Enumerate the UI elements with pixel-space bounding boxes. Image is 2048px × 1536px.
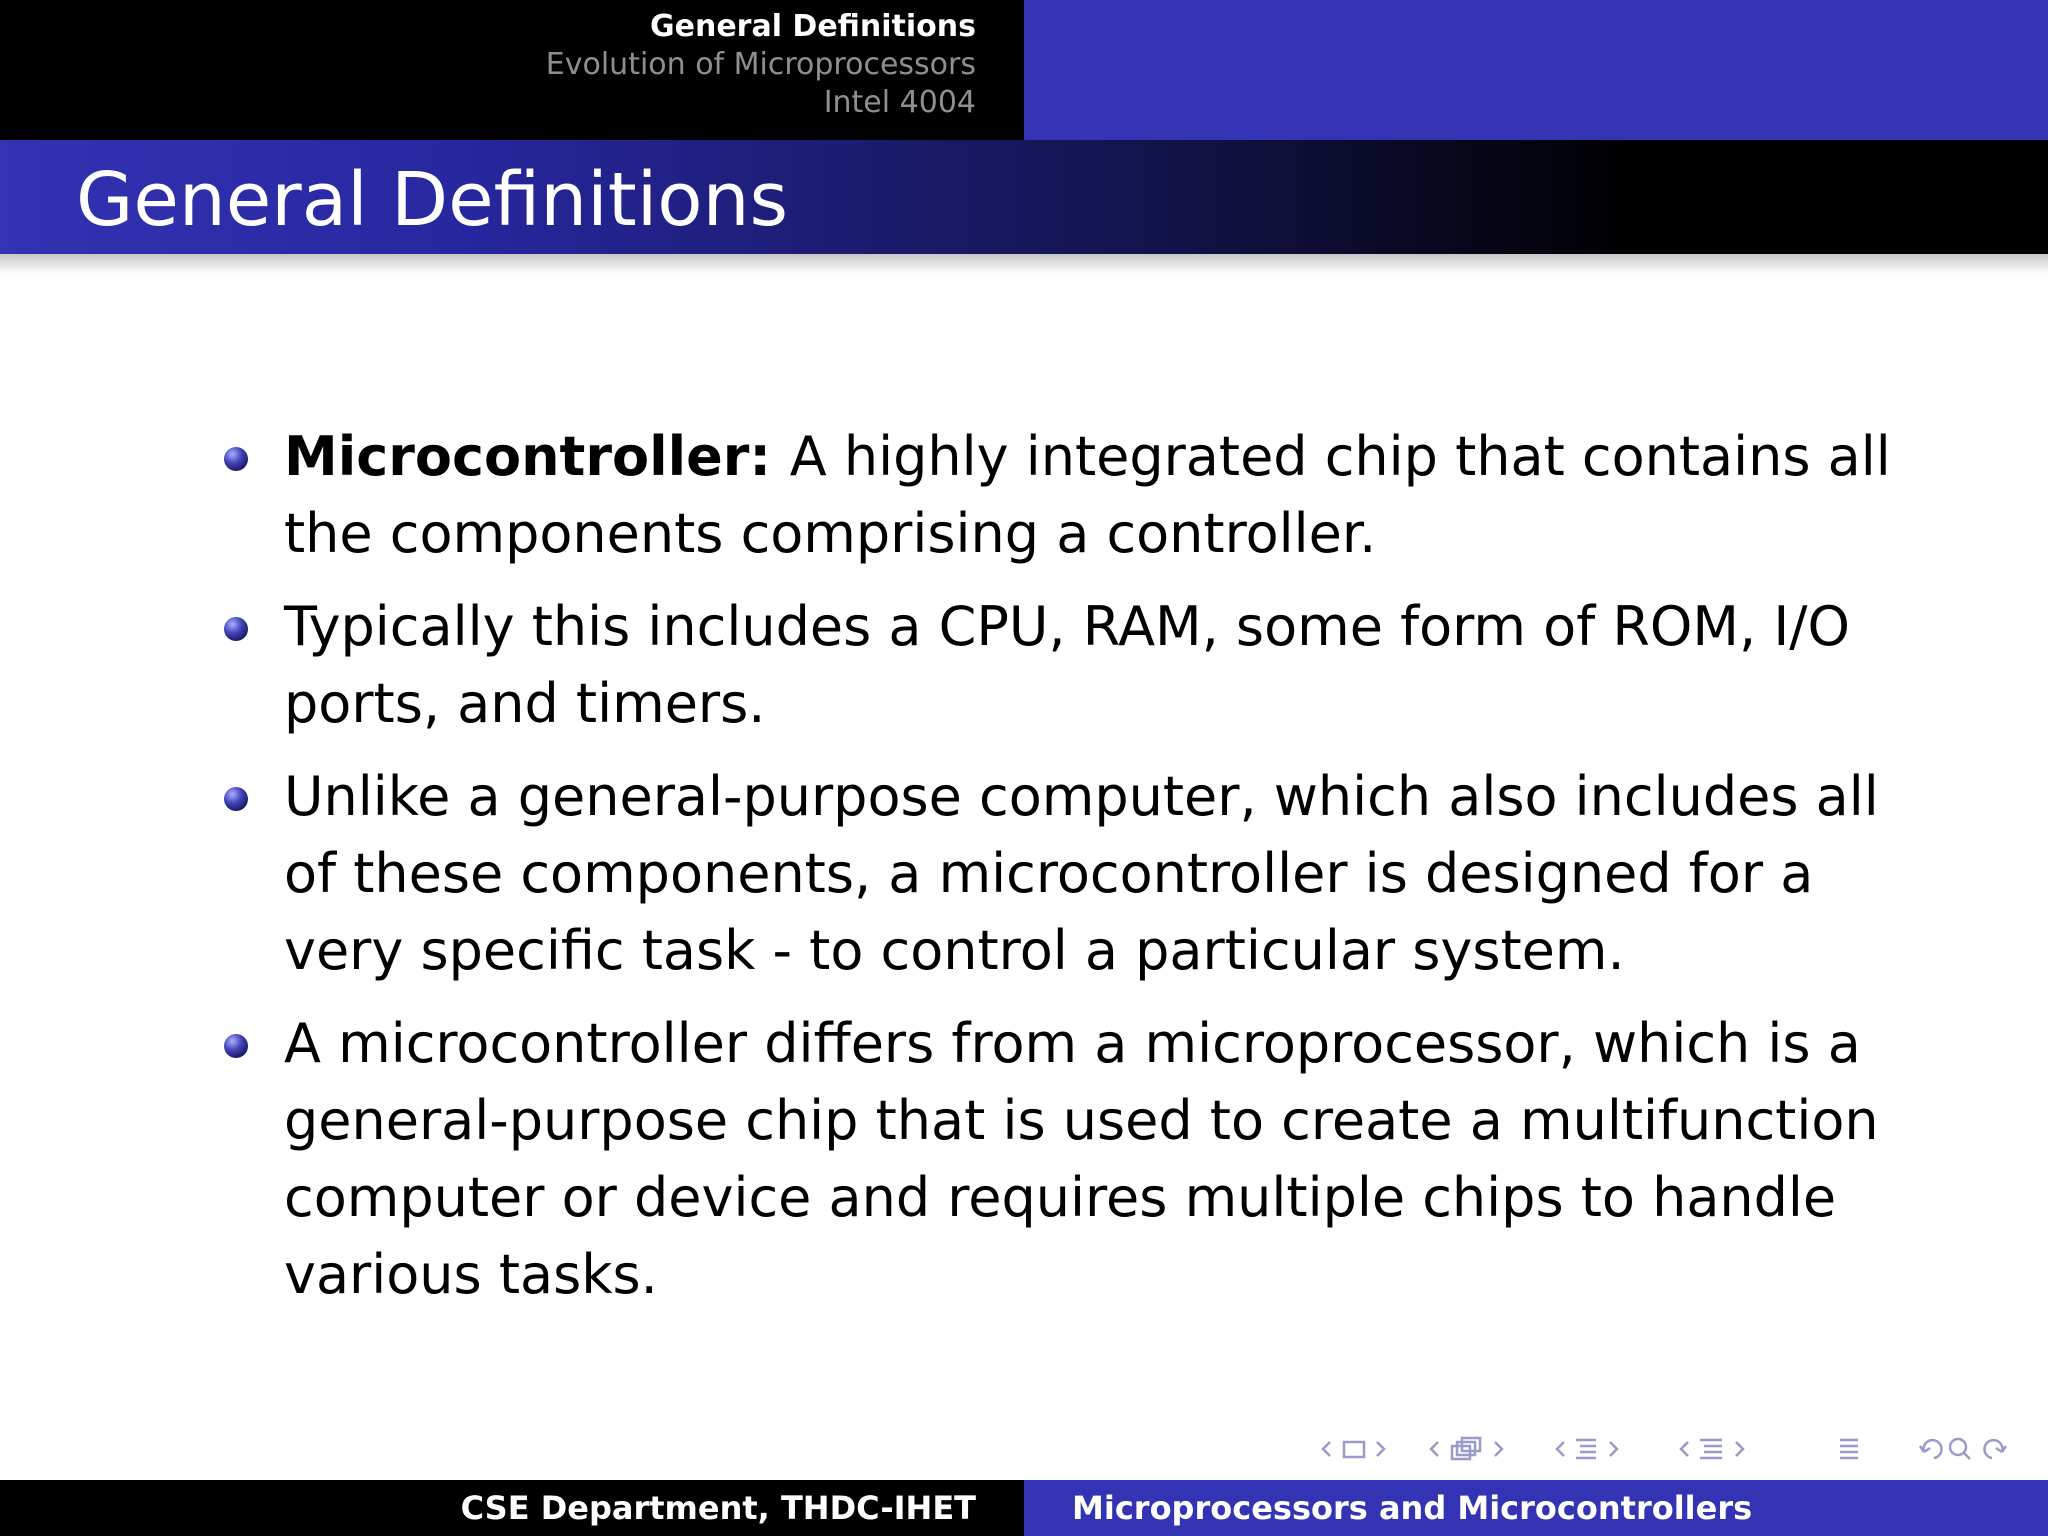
toc-icon[interactable] [1840,1440,1858,1458]
bullet-icon [224,447,248,471]
bullet-item [222,1005,1902,1313]
prev-slide-icon[interactable] [1681,1442,1688,1456]
next-frame-icon[interactable] [1377,1442,1384,1456]
prev-frame-icon[interactable] [1323,1442,1330,1456]
section-navigation [546,8,976,122]
footer-title: Microprocessors and Microcontrollers [1072,1489,1753,1527]
navigation-symbols [1310,1432,2030,1466]
header-nav-left [0,0,1024,140]
nav-section-general-definitions[interactable]: General Definitions [649,9,976,44]
footer-right [1024,1480,2048,1536]
next-subsection-icon[interactable] [1495,1442,1502,1456]
prev-section-icon[interactable] [1557,1442,1564,1456]
navigation-symbols-svg [1310,1432,2030,1466]
section-icon[interactable] [1576,1440,1596,1458]
bullet-text: A highly integrated chip that contains all the components comprising a controller. [284,425,1891,565]
footer-author: CSE Department, THDC-IHET [460,1489,976,1527]
frame-title: General Definitions [76,157,789,243]
nav-section-evolution[interactable]: Evolution of Microprocessors [545,47,976,82]
header-nav-right [1024,0,2048,140]
bullet-icon [224,617,248,641]
next-section-icon[interactable] [1610,1442,1617,1456]
bullet-term: Microcontroller: [284,425,790,488]
search-icon[interactable] [1950,1439,1970,1459]
prev-subsection-icon[interactable] [1431,1442,1438,1456]
forward-icon[interactable] [1984,1440,2006,1458]
slide-icon[interactable] [1700,1440,1722,1458]
bullet-text: Typically this includes a CPU, RAM, some form of ROM, I/O ports, and timers. [284,595,1850,735]
title-bar-shadow [0,254,2048,274]
back-icon[interactable] [1920,1440,1942,1458]
bullet-icon [224,1034,248,1058]
bullet-item [222,588,1902,742]
bullet-text: A microcontroller differs from a microprocessor, which is a general-purpose chip that is used to create a multifunction computer or device and requires multiple chips to handle various tasks. [284,1012,1879,1306]
bullet-icon [224,787,248,811]
next-slide-icon[interactable] [1736,1442,1743,1456]
bullet-item [222,418,1902,572]
bullet-item [222,758,1902,989]
nav-section-intel-4004[interactable]: Intel 4004 [823,85,976,120]
bullet-text: Unlike a general-purpose computer, which also includes all of these components, a microcontroller is designed for a very specific task - to control a particular system. [284,765,1879,982]
bullet-list [222,418,1902,1329]
subsection-icon[interactable] [1452,1438,1480,1459]
frame-icon[interactable] [1344,1442,1364,1457]
footer-left [0,1480,1024,1536]
